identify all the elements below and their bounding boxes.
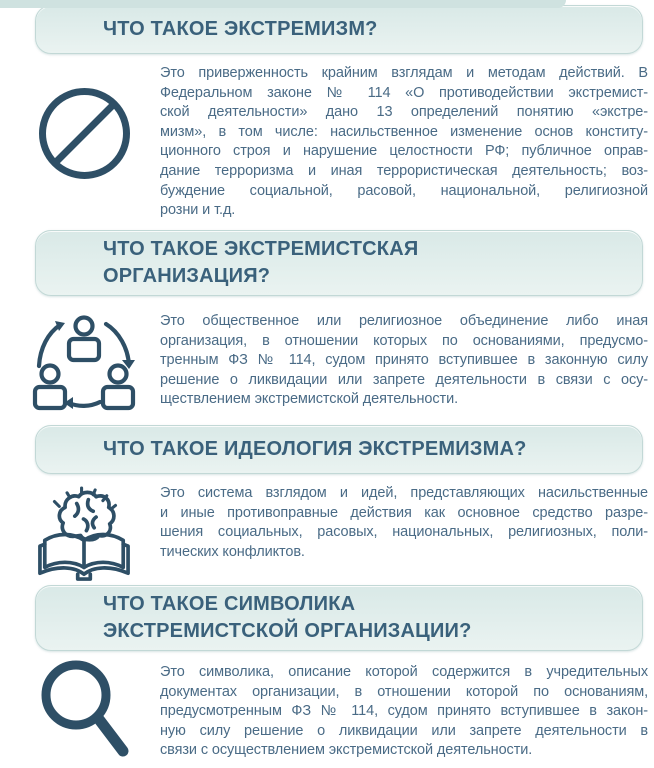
magnifier-icon [38,659,130,763]
body-text-line: тренным ФЗ № 114, судом принято вступившее в законную силу [160,352,648,369]
section-extremism [0,5,654,221]
body-text-line: решение о ликвидации или запрете деятельности в связи с осу- [160,371,648,388]
section-title: ЧТО ТАКОЕ ИДЕОЛОГИЯ ЭКСТРЕМИЗМА? [103,438,527,460]
section-extremism-ideology-body [160,484,648,562]
section-extremism-ideology [0,425,654,563]
section-extremist-organization-header [35,230,643,296]
body-text-line: и иные противоправные действия как основное средство разре- [160,504,648,521]
section-title: ЧТО ТАКОЕ ЭКСТРЕМИСТСКАЯ [103,238,419,260]
section-extremist-symbols [0,585,654,761]
section-extremist-symbols-header [35,585,643,651]
body-text-line: предусмотренным ФЗ № 114, судом принято вступившее в закон- [160,703,648,720]
section-extremist-organization-body [160,312,648,410]
section-extremism-ideology-header [35,425,643,474]
body-text-line: ской деятельности» дано 13 определений понятию «экстре- [160,104,648,121]
brain-book-icon [38,486,130,583]
body-text-line: организация, в отношении которых по основаниями, предусмо- [160,332,648,349]
section-title: ЧТО ТАКОЕ СИМВОЛИКА [103,593,356,615]
body-text-line: Это общественное или религиозное объединение либо иная [160,313,648,329]
section-extremism-header [35,5,643,54]
section-title: ОРГАНИЗАЦИЯ? [103,265,271,287]
section-title: ЧТО ТАКОЕ ЭКСТРЕМИЗМ? [103,18,378,40]
people-cycle-icon [32,314,136,418]
body-text-line: дание терроризма и иная террористическая деятельность; воз- [160,162,648,179]
body-text-line: ществлением экстремистской деятельности. [160,391,459,408]
body-text-line: ную силу решение о ликвидации или запрете деятельности в [160,722,648,739]
body-text-line: Это символика, описание которой содержится в учредительных [160,664,648,680]
body-text-line: тических конфликтов. [160,543,305,560]
section-title: ЭКСТРЕМИСТСКОЙ ОРГАНИЗАЦИИ? [103,620,472,642]
top-divider-strip [0,0,566,8]
section-extremist-symbols-body [160,663,648,761]
body-text-line: связи с осуществлением экстремистской деятельности. [160,742,533,759]
body-text-line: розни и т.д. [160,202,236,219]
prohibition-icon [37,86,132,181]
section-extremist-organization [0,230,654,410]
body-text-line: Федеральном законе № 114 «О противодействии экстремист- [160,84,648,101]
body-text-line: Это приверженность крайним взглядам и методам действий. В [160,65,648,81]
body-text-line: документах организации, в отношении которой по основаниям, [160,683,648,700]
body-text-line: мизм», в том числе: насильственное изменение основ конститу- [160,123,648,140]
body-text-line: шения социальных, расовых, национальных, религиозных, поли- [160,524,648,541]
body-text-line: буждение социальной, расовой, национальной, религиозной [160,182,648,199]
section-extremism-body [160,64,648,221]
body-text-line: Это система взглядом и идей, представляющих насильственные [160,485,648,501]
body-text-line: ционного строя и нарушение целостности РФ; публичное оправ- [160,143,648,160]
